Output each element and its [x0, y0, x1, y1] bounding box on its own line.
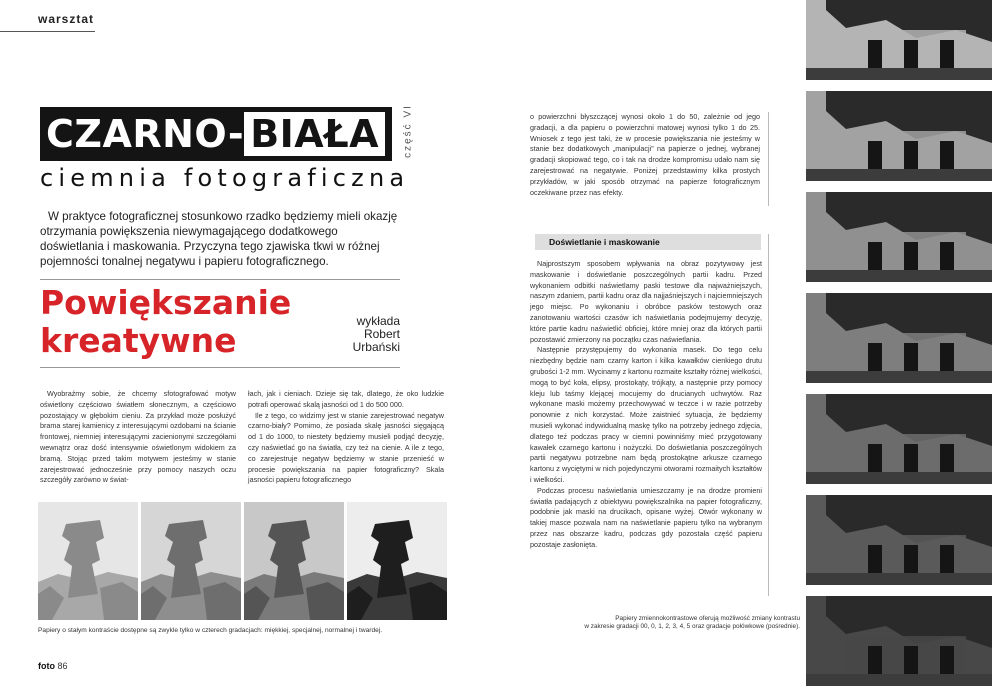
article-title: Powiększanie kreatywne — [40, 283, 292, 360]
body-column-1 — [40, 389, 236, 486]
gradation-thumb — [806, 293, 992, 383]
thumbnails-caption-line-1: Papiery zmiennokontrastowe oferują możliwość zmiany kontrastu — [615, 615, 800, 622]
lead-paragraph: W praktyce fotograficznej stosunkowo rzadko będziemy mieli okazję otrzymania powiększenia niewymagającego dodatkowego doświetlania i maskowania. Przyczyna tego zjawiska tkwi w różnej pojemności tonalnej negatywu i papieru fotograficznego. — [40, 210, 398, 268]
column-3-paragraph: o powierzchni błyszczącej wynosi około 1 do 50, zależnie od jego gradacji, a dla papieru o powierzchni matowej wynosi tylko 1 do 25. Wniosek z tego jest taki, że w procesie powiększania nie jesteśmy w stanie bez dodatkowych „manipulacji” na papierze o jednej, wybranej gradacji skopiować tego, co i tak na drodze kompromisu udało nam się zarejestrować na negatywie. Poniżej przedstawimy kilka prostych przykładów, w jaki sposób otrzymać na papierze fotograficznym oczekiwane przez nas efekty. — [530, 112, 760, 197]
gradation-thumb — [806, 495, 992, 585]
gradation-thumb — [806, 0, 992, 80]
byline-line-2: Robert — [363, 327, 400, 341]
gradation-thumb — [806, 394, 992, 484]
gradation-thumb — [806, 91, 992, 181]
title-part2: BIAŁA — [244, 112, 385, 156]
photo-strip-caption: Papiery o stałym kontraście dostępne są zwykle tylko w czterech gradacjach: miękkiej, specjalnej, normalnej i twardej. — [38, 627, 383, 634]
byline — [305, 315, 400, 354]
header-rule — [0, 31, 95, 32]
body-column-4 — [530, 259, 762, 551]
series-part-label — [398, 96, 418, 166]
byline-line-3: Urbański — [352, 340, 400, 354]
page-footer — [38, 661, 68, 671]
column-2-paragraph-1: łach, jak i cieniach. Dzieje się tak, dlatego, że oko ludzkie potrafi operować skalą jasności od 1 do 500 000. — [248, 389, 444, 409]
gradation-thumb — [806, 192, 992, 282]
magazine-name: foto — [38, 661, 55, 671]
byline-line-1: wykłada — [356, 314, 400, 328]
rock-photo-special — [141, 502, 241, 620]
column-4-paragraph-2: Następnie przystępujemy do wykonania masek. Do tego celu niezbędny będzie nam czarny karton i kilka kawałków cienkiego drutu grubości 1-2 mm. Wycinamy z kartonu rozmaite kształty różnej wielkości, mogą to być koła, elipsy, prostokąty, trójkąty, a następnie przy pomocy kleju lub taśmy klejącej mocujemy do drucianych uchwytów. Raz wykonane maski możemy przechowywać w teczce i w razie potrzeby ponownie z nich korzystać. Może zaistnieć sytuacja, że będziemy musieli wykonać indywidualną maskę tylko na potrzeby jednego zdjęcia, dlatego też podczas pracy w ciemni powinniśmy mieć przygotowany kawałek czarnego kartonu i nożyczki. Do doświetlania poszczególnych partii negatywu potrzebne nam będą prostokątne arkusze czarnego kartonu z wyciętymi w nich pojedynczymi otworami rozmaitych kształtów i wielkości. — [530, 345, 763, 484]
section-label: warsztat — [38, 12, 95, 26]
rock-photo-hard — [347, 502, 447, 620]
thumbnails-caption-line-2: w zakresie gradacji 00, 0, 1, 2, 3, 4, 5 oraz gradacje połówkowe (pośrednie). — [584, 623, 800, 630]
divider-bottom — [40, 367, 400, 368]
column-1-paragraph: Wyobraźmy sobie, że chcemy sfotografować motyw oświetlony częściowo światłem słonecznym, a częściowo pozostający w głębokim cieniu. Za przykład może posłużyć brama starej kamienicy z interesującymi ozdobami na ścianie frontowej, niemniej interesującymi zacienionymi szczegółami wewnątrz oraz dość intensywnie oświetlonym widokiem za bramą. Stojąc przed takim motywem jesteśmy w stanie zarejestrować jednocześnie przy pomocy naszych oczu szczegóły zarówno w świat- — [40, 389, 236, 485]
body-column-2 — [248, 389, 444, 486]
column-4-paragraph-3: Podczas procesu naświetlania umieszczamy je na drodze promieni światła padających z obiektywu powiększalnika na papier fotograficzny, podobnie jak maski na drucikach, opisane wyżej. Otwór wykonany w takiej masce pozwala nam na naświetlanie papieru tylko na wybranym przez nas obszarze kadru, podczas gdy pozostała część papieru pozostaje zasłonięta. — [530, 485, 762, 549]
column-2-paragraph-2: Ile z tego, co widzimy jest w stanie zarejestrować negatyw czarno-biały? Pomimo, że posiada skalę jasności sięgającą od 1 do 1000, to niestety będziemy musieli podjąć decyzję, czy naświetlać go na światła, czy też na cienie. A ile z tego, co zarejestruje negatyw będziemy w stanie przenieść w procesie powiększania na papier fotograficzny? Skala jasności papieru fotograficznego — [248, 410, 444, 485]
column-3-rule — [768, 112, 769, 206]
thumbnails-caption — [560, 615, 800, 631]
gradation-thumbnails — [806, 0, 992, 689]
title-part1: CZARNO- — [46, 112, 245, 156]
series-part-text: część VI — [402, 104, 414, 158]
section-heading: Doświetlanie i maskowanie — [535, 234, 761, 250]
series-subtitle: ciemnia fotograficzna — [40, 164, 410, 192]
main-title — [40, 107, 392, 161]
page-number: 86 — [57, 661, 68, 671]
divider-top — [40, 279, 400, 280]
column-4-rule — [768, 234, 769, 596]
rock-photo-normal — [244, 502, 344, 620]
column-4-paragraph-1: Najprostszym sposobem wpływania na obraz pozytywowy jest maskowanie i doświetlanie poszczególnych partii kadru. Przed wykonaniem odbitki naświetlamy paski testowe dla najważniejszych, naszym zdaniem, partii kadru oraz dla najjaśniejszych i najciemniejszych jego miejsc. Po wykonaniu i obróbce pasków testowych oraz zanotowaniu wartości czasów ich naświetlania podejmujemy decyzję, które partie kadru naświetlić obficiej, które mniej oraz dla których partii pozostawić zmierzony na początku czas naświetlania. — [530, 259, 762, 344]
gradation-thumb — [806, 596, 992, 686]
rock-photo-soft — [38, 502, 138, 620]
body-column-3 — [530, 112, 760, 198]
photo-strip — [38, 502, 447, 620]
